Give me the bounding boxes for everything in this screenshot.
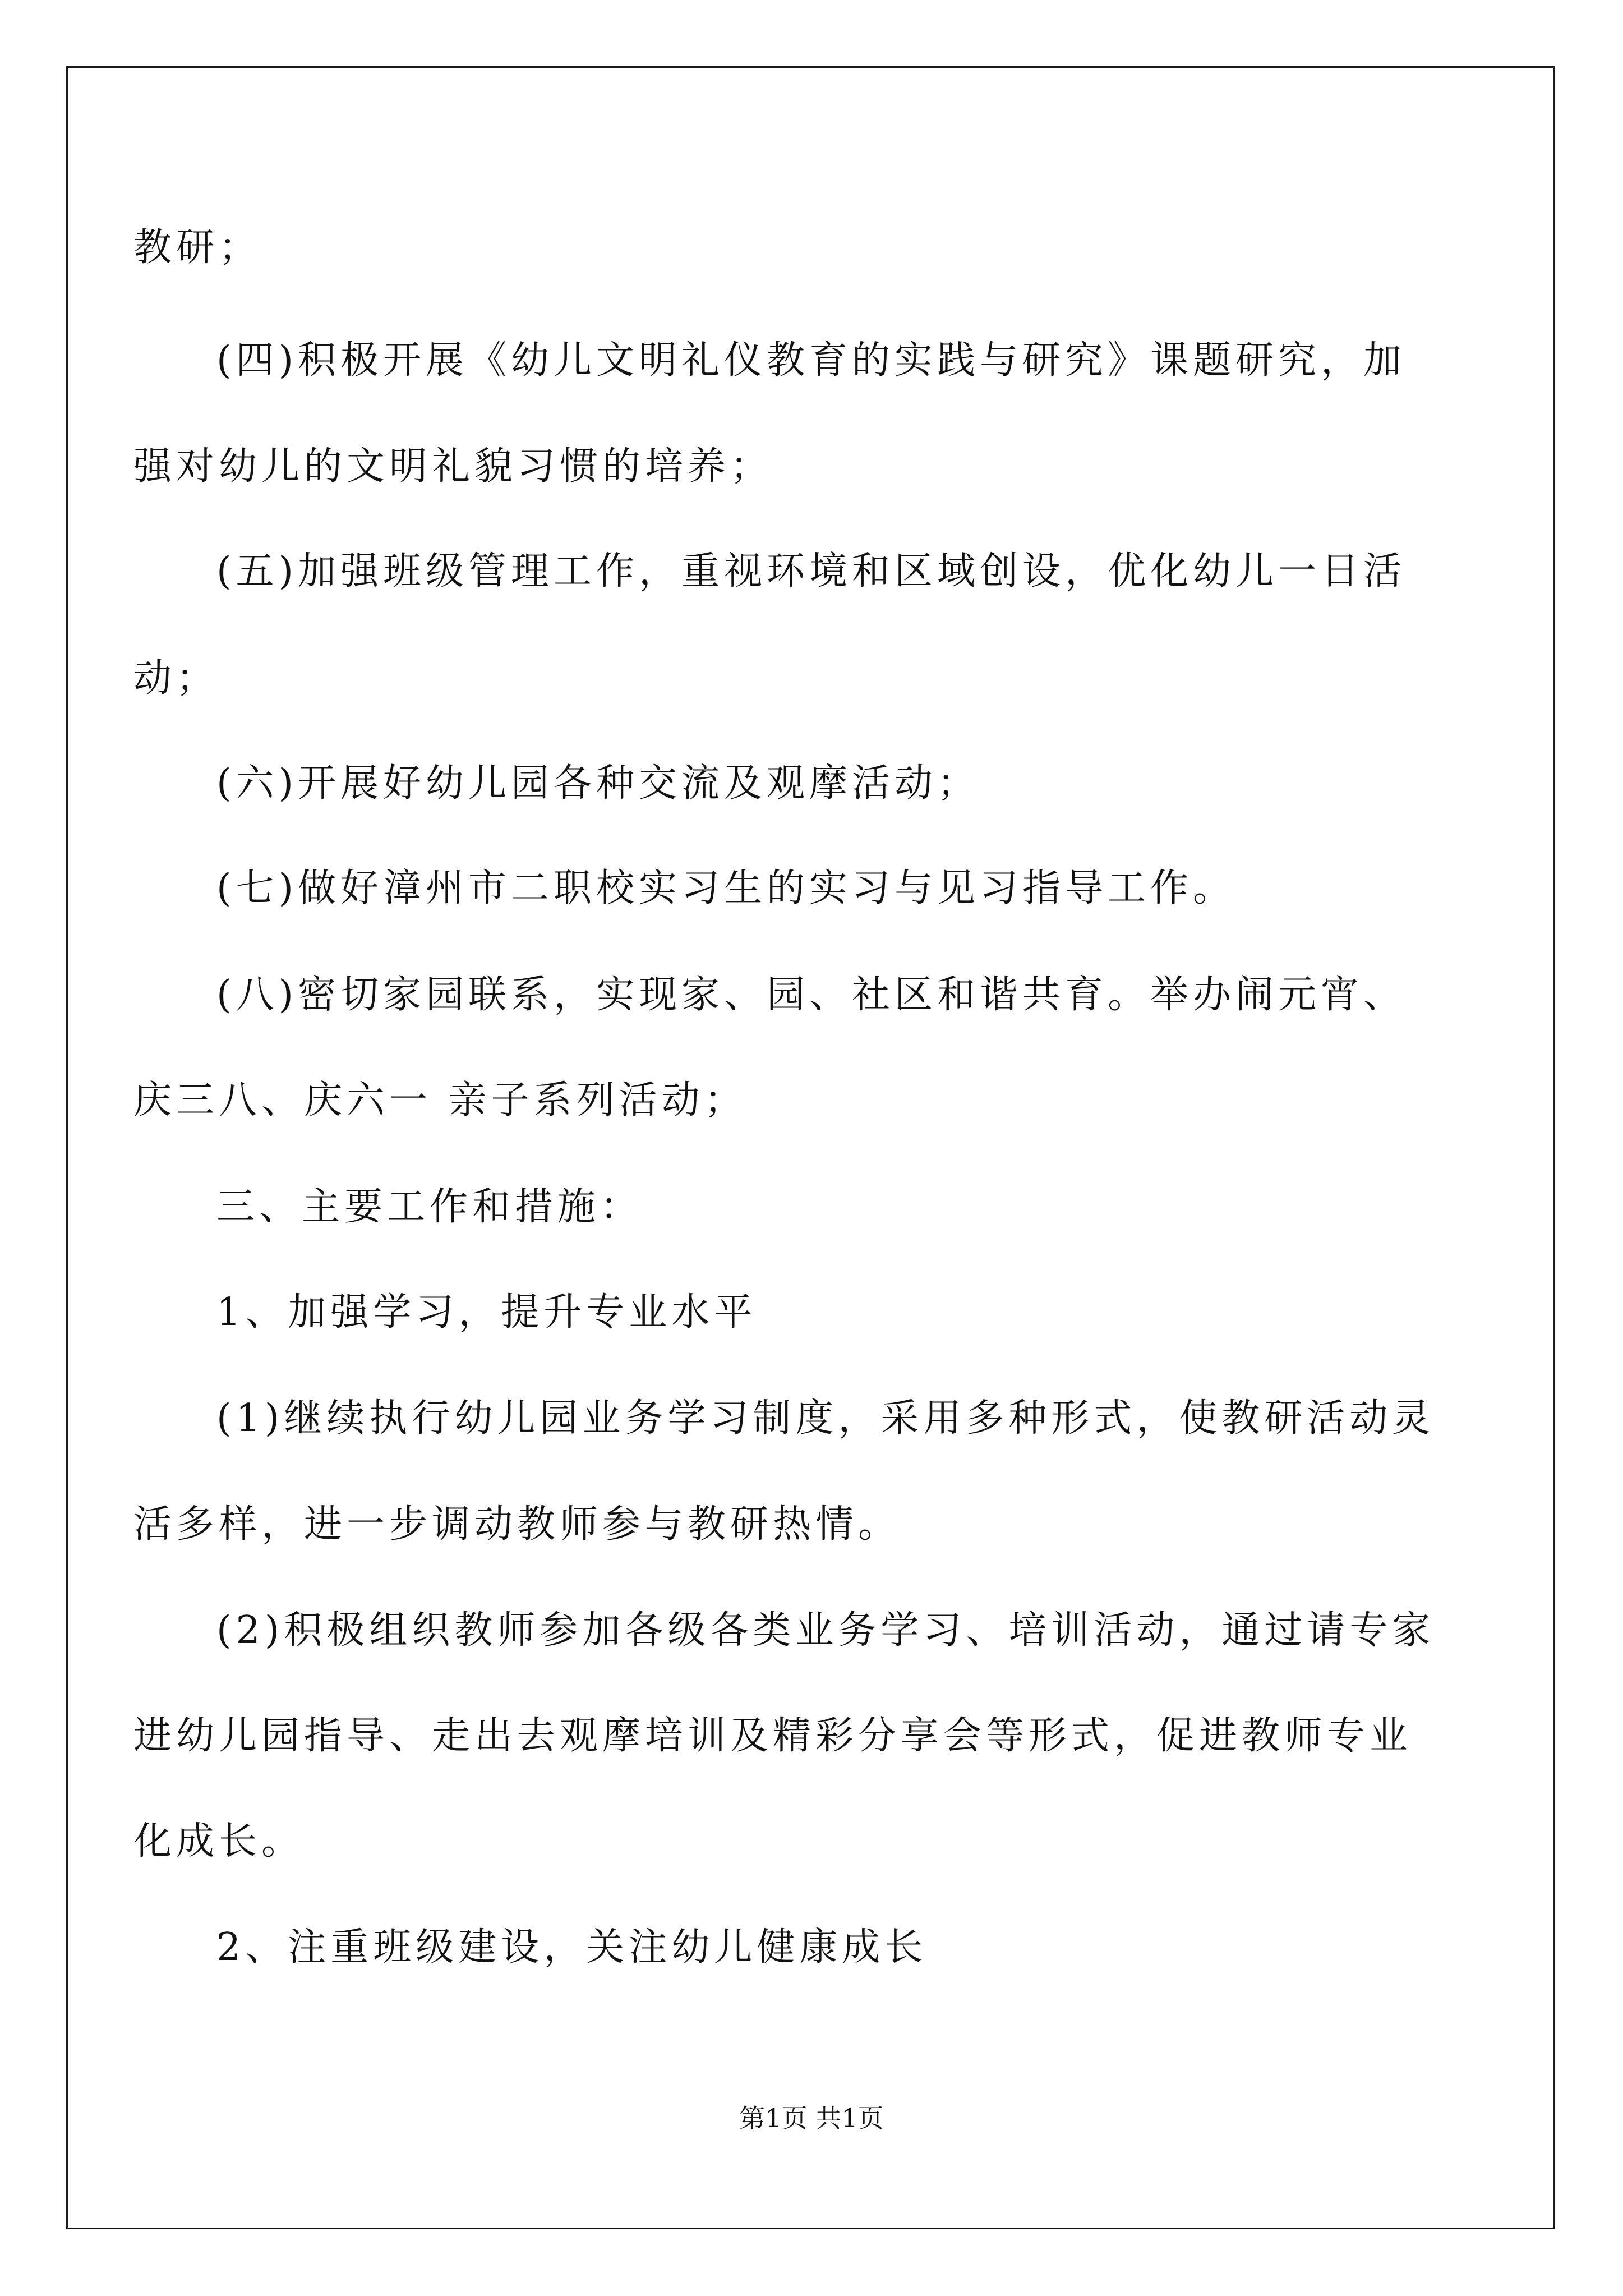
text-line: 活多样，进一步调动教师参与教研热情。 (133, 1502, 901, 1547)
text-line: (六)开展好幼儿园各种交流及观摩活动； (216, 761, 980, 806)
text-line: 动； (133, 656, 219, 701)
text-line: 化成长。 (133, 1819, 305, 1864)
page-number-footer: 第1页 共1页 (739, 2103, 884, 2133)
text-line: 庆三八、庆六一 亲子系列活动； (133, 1078, 747, 1122)
text-line: (五)加强班级管理工作，重视环境和区域创设，优化幼儿一日活 (216, 549, 1407, 593)
text-line: (八)密切家园联系，实现家、园、社区和谐共育。举办闹元宵、 (216, 973, 1407, 1017)
text-line: 进幼儿园指导、走出去观摩培训及精彩分享会等形式，促进教师专业 (133, 1714, 1413, 1758)
subsection-heading: 1、加强学习，提升专业水平 (216, 1290, 757, 1335)
subsection-heading: 2、注重班级建设，关注幼儿健康成长 (216, 1925, 928, 1970)
text-line: (2)积极组织教师参加各级各类业务学习、培训活动，通过请专家 (216, 1608, 1435, 1653)
text-line: (七)做好漳州市二职校实习生的实习与见习指导工作。 (216, 866, 1236, 910)
text-line: 强对幼儿的文明礼貌习惯的培养； (133, 444, 773, 489)
page-border (66, 66, 1555, 2229)
text-line: (四)积极开展《幼儿文明礼仪教育的实践与研究》课题研究，加 (216, 338, 1407, 383)
section-heading: 三、主要工作和措施： (216, 1185, 643, 1229)
text-line: (1)继续执行幼儿园业务学习制度，采用多种形式，使教研活动灵 (216, 1396, 1435, 1441)
text-line: 教研； (133, 226, 262, 270)
